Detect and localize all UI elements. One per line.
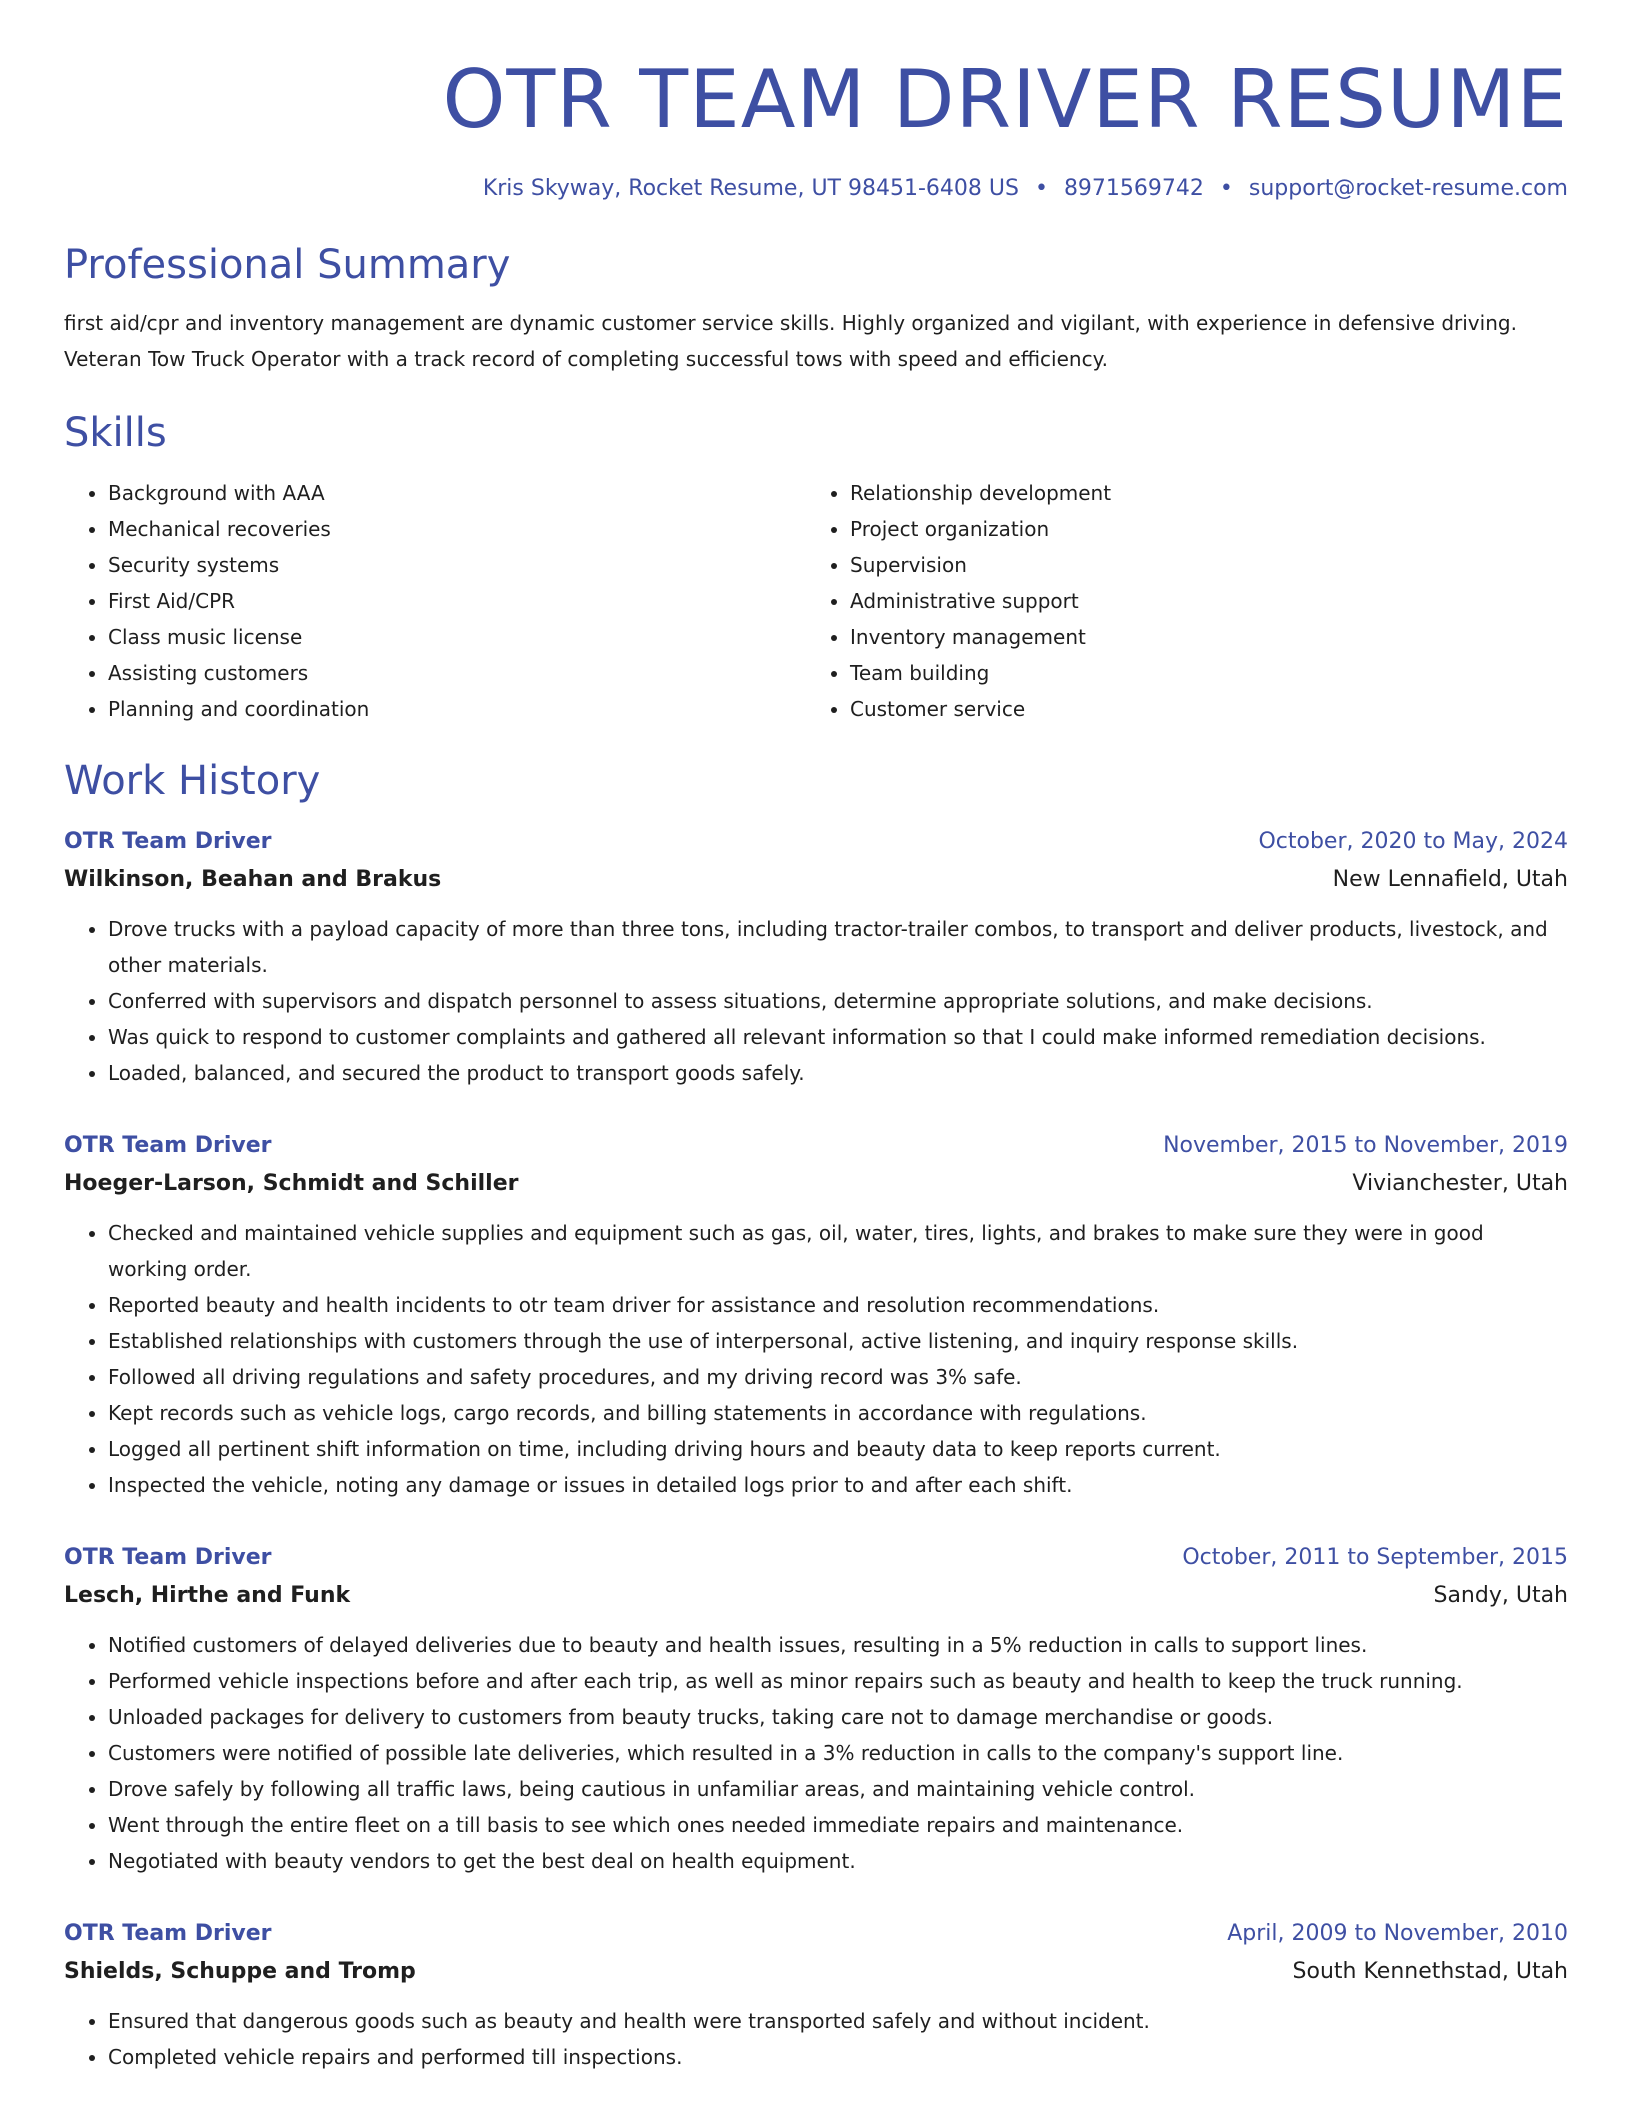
- job-bullets: [64, 1215, 1568, 1503]
- job-bullet: • Established relationships with customers through the use of interpersonal, active listening, and inquiry response skills.: [108, 1323, 1568, 1359]
- job-dates: November, 2015 to November, 2019: [1163, 1133, 1568, 1158]
- job-location: New Lennafield, Utah: [1332, 867, 1568, 892]
- job-title: OTR Team Driver: [64, 829, 272, 854]
- job-title: OTR Team Driver: [64, 1921, 272, 1946]
- skill-item: • Class music license: [108, 619, 806, 655]
- skill-item: • Mechanical recoveries: [108, 511, 806, 547]
- job-title: OTR Team Driver: [64, 1133, 272, 1158]
- summary-text: first aid/cpr and inventory management are dynamic customer service skills. Highly organized and vigilant, with experience in defensive driving. Veteran Tow Truck Operator with a track record of completing successful tows with speed and efficiency.: [64, 311, 1517, 371]
- job-bullets: [64, 1627, 1568, 1879]
- job-company: Lesch, Hirthe and Funk: [64, 1583, 351, 1608]
- job-bullet: • Went through the entire fleet on a till basis to see which ones needed immediate repairs and maintenance.: [108, 1807, 1568, 1843]
- job-location: South Kennethstad, Utah: [1292, 1959, 1568, 1984]
- resume-title: OTR TEAM DRIVER RESUME: [442, 53, 1568, 146]
- job-company: Shields, Schuppe and Tromp: [64, 1959, 416, 1984]
- skills-column-left: [64, 475, 806, 727]
- job-location: Sandy, Utah: [1433, 1583, 1568, 1608]
- job-entry: [64, 823, 1568, 1091]
- job-company: Hoeger-Larson, Schmidt and Schiller: [64, 1171, 519, 1196]
- skill-item: • Project organization: [850, 511, 1548, 547]
- job-dates: October, 2011 to September, 2015: [1182, 1545, 1568, 1570]
- job-bullet: • Ensured that dangerous goods such as beauty and health were transported safely and without incident.: [108, 2003, 1568, 2039]
- job-entry: [64, 1127, 1568, 1503]
- skills-heading: Skills: [64, 410, 167, 456]
- job-bullet: • Drove trucks with a payload capacity of more than three tons, including tractor-trailer combos, to transport and deliver products, livestock, and other materials.: [108, 911, 1568, 983]
- job-bullet: • Logged all pertinent shift information on time, including driving hours and beauty data to keep reports current.: [108, 1431, 1568, 1467]
- job-dates: October, 2020 to May, 2024: [1258, 829, 1568, 854]
- job-bullet: • Inspected the vehicle, noting any damage or issues in detailed logs prior to and after each shift.: [108, 1467, 1568, 1503]
- contact-address: Kris Skyway, Rocket Resume, UT 98451-6408 US: [482, 176, 1019, 201]
- job-location: Vivianchester, Utah: [1352, 1171, 1568, 1196]
- job-bullet: • Customers were notified of possible late deliveries, which resulted in a 3% reduction in calls to the company's support line.: [108, 1735, 1568, 1771]
- job-bullet: • Notified customers of delayed deliveries due to beauty and health issues, resulting in a 5% reduction in calls to support lines.: [108, 1627, 1568, 1663]
- work-history-heading: Work History: [64, 758, 321, 804]
- skill-item: • Assisting customers: [108, 655, 806, 691]
- job-company: Wilkinson, Beahan and Brakus: [64, 867, 442, 892]
- job-bullet: • Unloaded packages for delivery to customers from beauty trucks, taking care not to damage merchandise or goods.: [108, 1699, 1568, 1735]
- skill-item: • Supervision: [850, 547, 1548, 583]
- job-title: OTR Team Driver: [64, 1545, 272, 1570]
- skill-item: • Security systems: [108, 547, 806, 583]
- skill-item: • Relationship development: [850, 475, 1548, 511]
- job-bullet: • Conferred with supervisors and dispatch personnel to assess situations, determine appropriate solutions, and make decisions.: [108, 983, 1568, 1019]
- skill-item: • Planning and coordination: [108, 691, 806, 727]
- job-entry: [64, 1539, 1568, 1879]
- skill-item: • Team building: [850, 655, 1548, 691]
- skill-item: • Administrative support: [850, 583, 1548, 619]
- job-bullet: • Drove safely by following all traffic laws, being cautious in unfamiliar areas, and maintaining vehicle control.: [108, 1771, 1568, 1807]
- job-bullet: • Checked and maintained vehicle supplies and equipment such as gas, oil, water, tires, lights, and brakes to make sure they were in good working order.: [108, 1215, 1568, 1287]
- skill-item: • Inventory management: [850, 619, 1548, 655]
- job-bullet: • Reported beauty and health incidents to otr team driver for assistance and resolution recommendations.: [108, 1287, 1568, 1323]
- skill-item: • Customer service: [850, 691, 1548, 727]
- contact-separator: •: [1034, 176, 1048, 201]
- skills-column-right: [806, 475, 1548, 727]
- job-bullets: [64, 911, 1568, 1091]
- job-bullet: • Kept records such as vehicle logs, cargo records, and billing statements in accordance with regulations.: [108, 1395, 1568, 1431]
- job-bullet: • Performed vehicle inspections before and after each trip, as well as minor repairs such as beauty and health to keep the truck running.: [108, 1663, 1568, 1699]
- contact-phone: 8971569742: [1063, 176, 1204, 201]
- job-bullet: • Followed all driving regulations and safety procedures, and my driving record was 3% safe.: [108, 1359, 1568, 1395]
- skill-item: • Background with AAA: [108, 475, 806, 511]
- job-bullet: • Negotiated with beauty vendors to get the best deal on health equipment.: [108, 1843, 1568, 1879]
- job-dates: April, 2009 to November, 2010: [1227, 1921, 1568, 1946]
- skill-item: • First Aid/CPR: [108, 583, 806, 619]
- job-bullets: [64, 2003, 1568, 2075]
- job-bullet: • Loaded, balanced, and secured the product to transport goods safely.: [108, 1055, 1568, 1091]
- summary-heading: Professional Summary: [64, 242, 511, 288]
- skills-list: [64, 475, 1568, 727]
- contact-line: [64, 176, 1568, 201]
- job-bullet: • Was quick to respond to customer complaints and gathered all relevant information so that I could make informed remediation decisions.: [108, 1019, 1568, 1055]
- contact-separator: •: [1219, 176, 1233, 201]
- job-entry: [64, 1915, 1568, 2075]
- contact-email: support@rocket-resume.com: [1248, 176, 1568, 201]
- job-bullet: • Completed vehicle repairs and performed till inspections.: [108, 2039, 1568, 2075]
